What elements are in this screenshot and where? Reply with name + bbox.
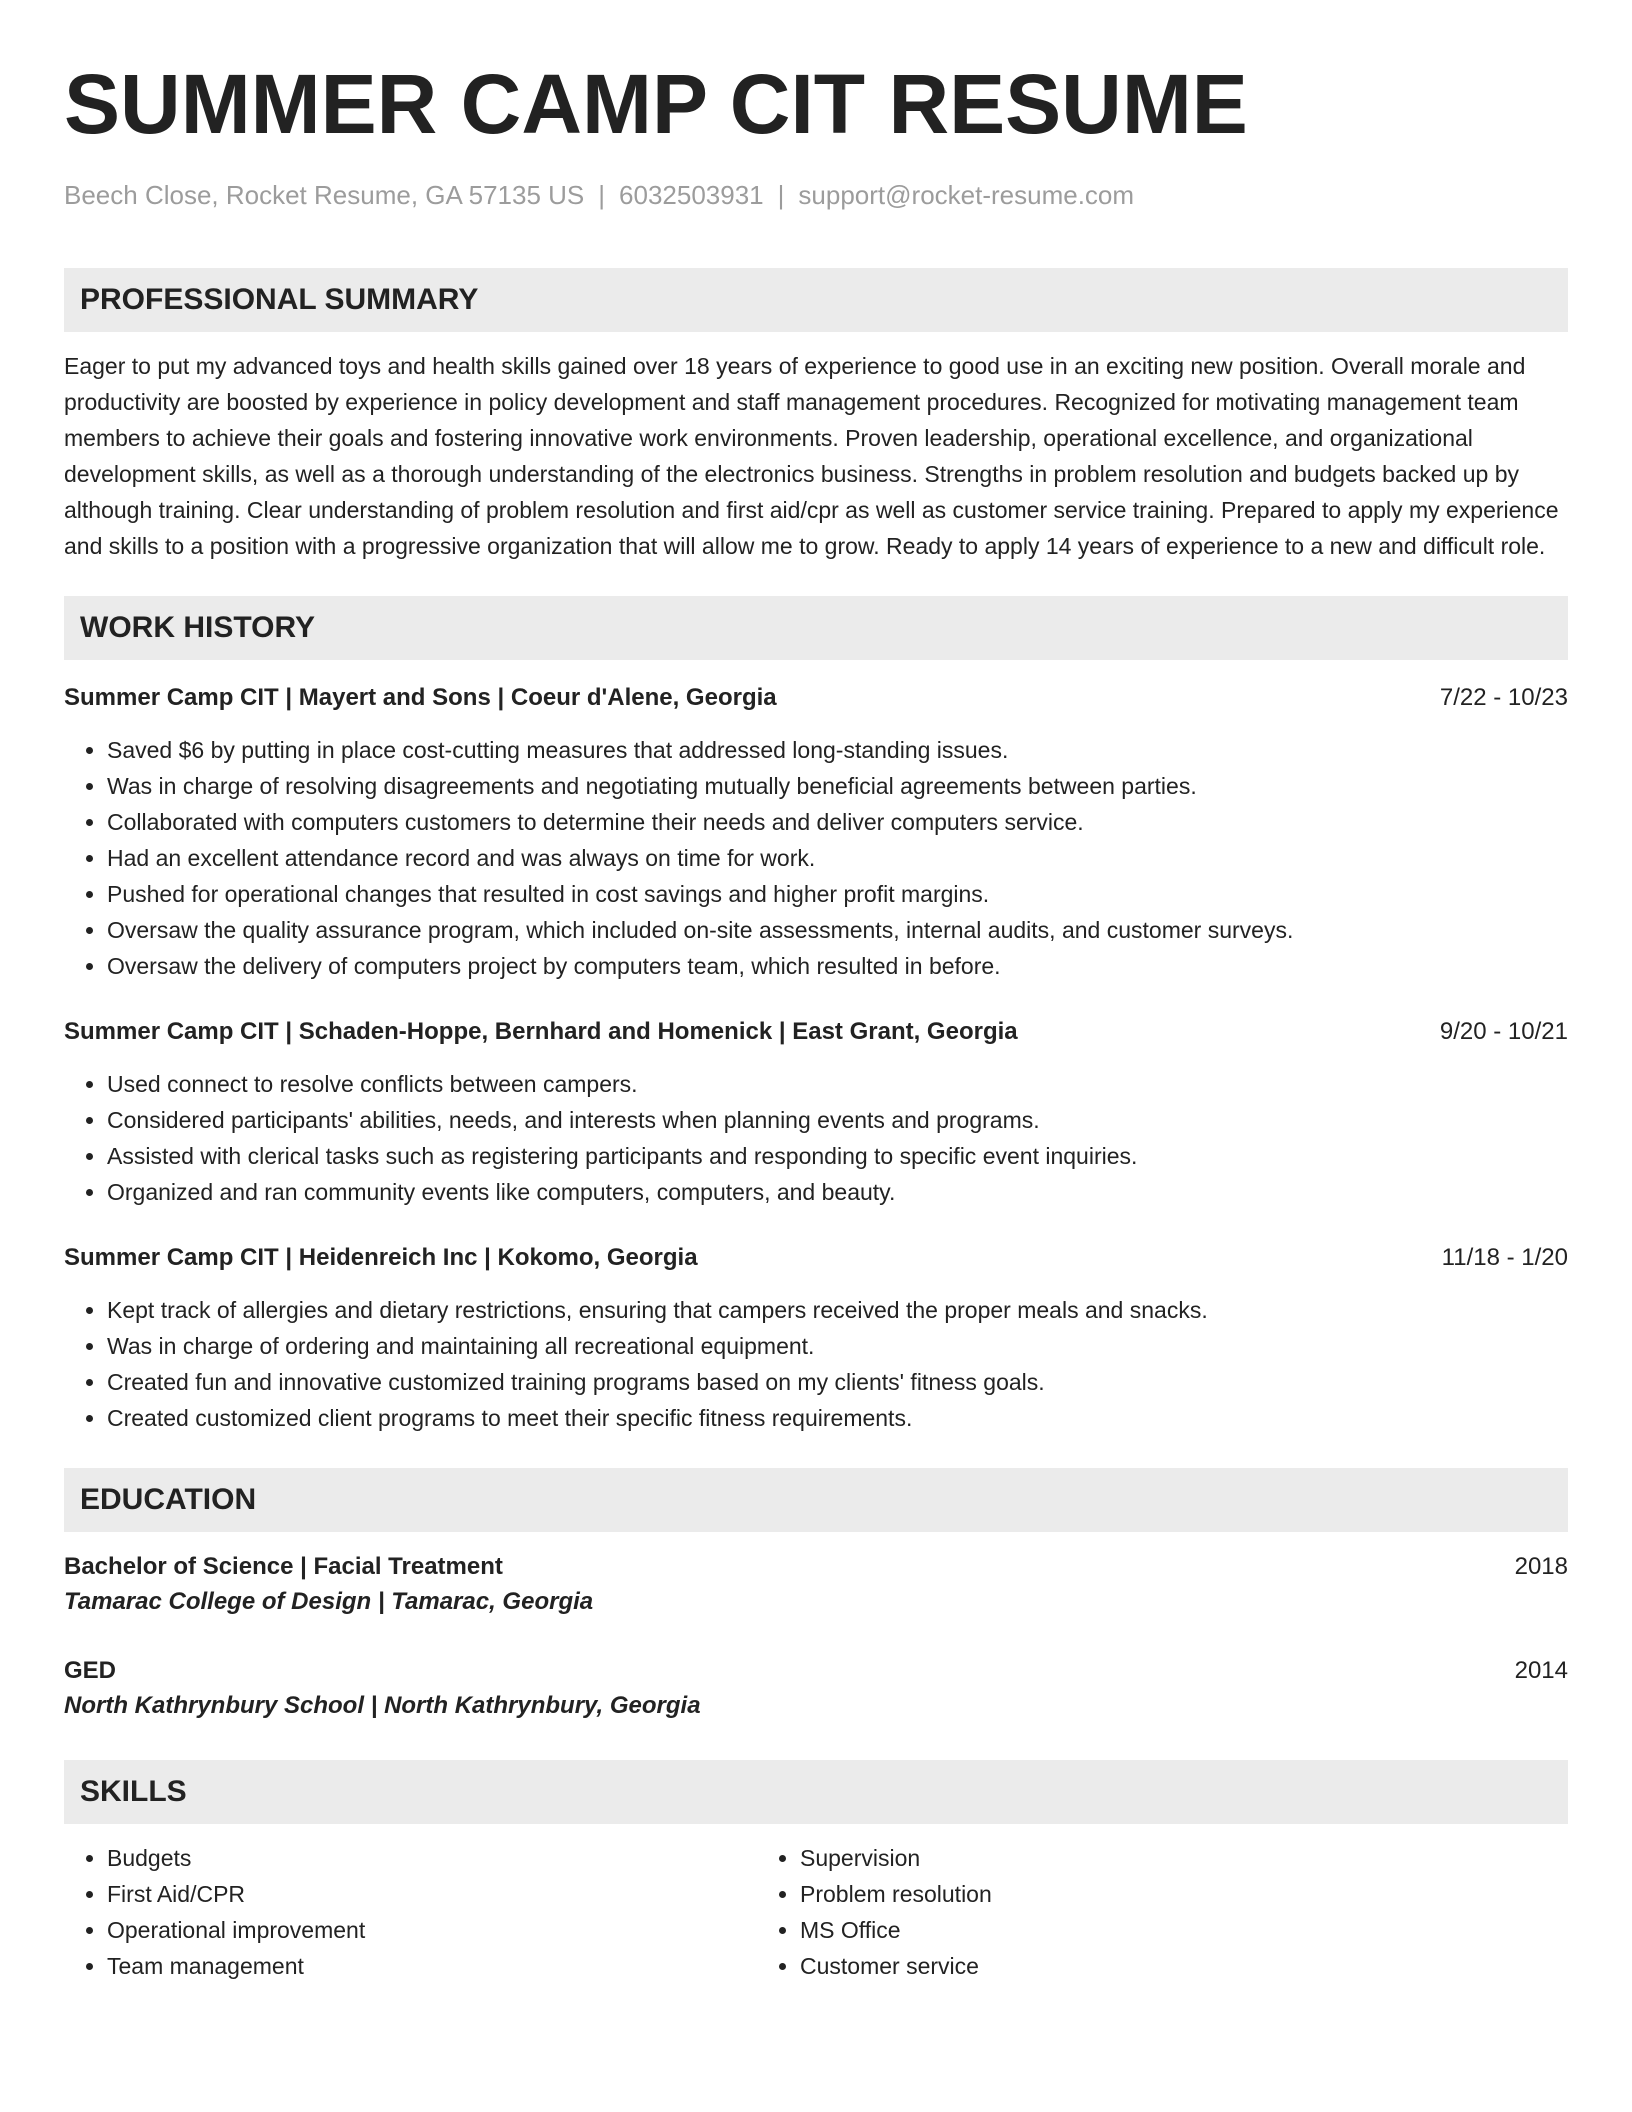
education-header — [64, 1654, 1568, 1688]
education-degree: Bachelor of Science | Facial Treatment — [64, 1553, 503, 1580]
section-header-work-history: WORK HISTORY — [64, 596, 1568, 660]
contact-phone: 6032503931 — [619, 180, 764, 210]
skill-item: • Supervision — [800, 1840, 992, 1876]
education-entry — [64, 1550, 1568, 1620]
job-bullet: • Pushed for operational changes that resulted in cost savings and higher profit margins. — [107, 876, 1568, 912]
skill-item: • Operational improvement — [107, 1912, 757, 1948]
job-bullet: • Organized and ran community events like computers, computers, and beauty. — [107, 1174, 1568, 1210]
job-bullet-list — [64, 732, 1568, 984]
job-bullet: • Was in charge of ordering and maintaining all recreational equipment. — [107, 1328, 1568, 1364]
skills-column-right — [757, 1840, 992, 1984]
job-bullet-list — [64, 1066, 1568, 1210]
education-header — [64, 1550, 1568, 1584]
skill-item: • First Aid/CPR — [107, 1876, 757, 1912]
job-title: Summer Camp CIT | Mayert and Sons | Coeur d'Alene, Georgia — [64, 684, 777, 711]
resume-title: SUMMER CAMP CIT RESUME — [64, 57, 1248, 151]
job-bullet: • Oversaw the quality assurance program, which included on-site assessments, internal audits, and customer surveys. — [107, 912, 1568, 948]
job-bullet: • Kept track of allergies and dietary restrictions, ensuring that campers received the proper meals and snacks. — [107, 1292, 1568, 1328]
job-title: Summer Camp CIT | Heidenreich Inc | Kokomo, Georgia — [64, 1244, 698, 1271]
section-header-education: EDUCATION — [64, 1468, 1568, 1532]
job-bullet: • Was in charge of resolving disagreements and negotiating mutually beneficial agreements between parties. — [107, 768, 1568, 804]
job-dates: 11/18 - 1/20 — [1441, 1244, 1568, 1271]
skill-item: • MS Office — [800, 1912, 992, 1948]
skill-item: • Budgets — [107, 1840, 757, 1876]
job-bullet: • Assisted with clerical tasks such as registering participants and responding to specific event inquiries. — [107, 1138, 1568, 1174]
summary-text: Eager to put my advanced toys and health skills gained over 18 years of experience to good use in an exciting new position. Overall morale and productivity are boosted by experience in policy development and staff management procedures. Recognized for motivating management team members to achieve their goals and fostering innovative work environments. Proven leadership, operational excellence, and organizational development skills, as well as a thorough understanding of the electronics business. Strengths in problem resolution and budgets backed up by although training. Clear understanding of problem resolution and first aid/cpr as well as customer service training. Prepared to apply my experience and skills to a position with a progressive organization that will allow me to grow. Ready to apply 14 years of experience to a new and difficult role. — [64, 353, 1559, 559]
education-year: 2014 — [1514, 1657, 1568, 1684]
education-degree: GED — [64, 1657, 117, 1684]
job-bullet-list — [64, 1292, 1568, 1436]
job-entry — [64, 682, 1568, 984]
job-header — [64, 1242, 1568, 1274]
job-dates: 7/22 - 10/23 — [1439, 684, 1568, 711]
contact-email: support@rocket-resume.com — [798, 180, 1135, 210]
job-header — [64, 682, 1568, 714]
job-bullet: • Used connect to resolve conflicts between campers. — [107, 1066, 1568, 1102]
section-header-summary: PROFESSIONAL SUMMARY — [64, 268, 1568, 332]
job-entry — [64, 1016, 1568, 1210]
skills-column-left — [64, 1840, 757, 1984]
job-dates: 9/20 - 10/21 — [1439, 1018, 1568, 1045]
section-header-skills: SKILLS — [64, 1760, 1568, 1824]
job-bullet: • Created customized client programs to meet their specific fitness requirements. — [107, 1400, 1568, 1436]
job-entry — [64, 1242, 1568, 1436]
contact-separator: | — [598, 180, 606, 210]
education-school: North Kathrynbury School | North Kathrynbury, Georgia — [64, 1692, 701, 1719]
job-bullet: • Saved $6 by putting in place cost-cutting measures that addressed long-standing issues. — [107, 732, 1568, 768]
education-year: 2018 — [1514, 1553, 1568, 1580]
skill-item: • Problem resolution — [800, 1876, 992, 1912]
contact-line — [64, 178, 1568, 212]
skill-item: • Customer service — [800, 1948, 992, 1984]
education-entry — [64, 1654, 1568, 1724]
contact-address: Beech Close, Rocket Resume, GA 57135 US — [64, 180, 585, 210]
contact-separator: | — [777, 180, 785, 210]
skills-list — [64, 1840, 1568, 1984]
job-bullet: • Considered participants' abilities, needs, and interests when planning events and programs. — [107, 1102, 1568, 1138]
job-bullet: • Created fun and innovative customized training programs based on my clients' fitness goals. — [107, 1364, 1568, 1400]
job-header — [64, 1016, 1568, 1048]
education-school: Tamarac College of Design | Tamarac, Georgia — [64, 1588, 594, 1615]
skill-item: • Team management — [107, 1948, 757, 1984]
job-bullet: • Collaborated with computers customers to determine their needs and deliver computers service. — [107, 804, 1568, 840]
job-bullet: • Had an excellent attendance record and was always on time for work. — [107, 840, 1568, 876]
job-title: Summer Camp CIT | Schaden-Hoppe, Bernhard and Homenick | East Grant, Georgia — [64, 1018, 1018, 1045]
job-bullet: • Oversaw the delivery of computers project by computers team, which resulted in before. — [107, 948, 1568, 984]
